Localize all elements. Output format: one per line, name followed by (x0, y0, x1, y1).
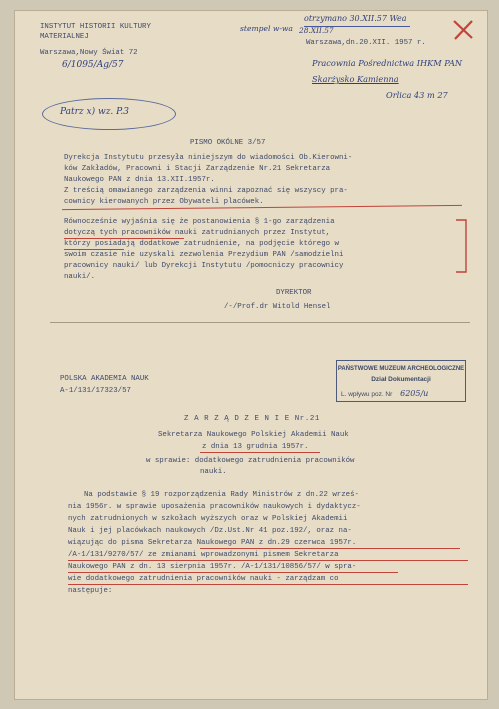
circular-line: nauki/. (64, 273, 96, 281)
order-number: A-1/131/17323/57 (60, 387, 131, 395)
institute-address: Warszawa,Nowy Świat 72 (40, 49, 138, 57)
stamp-line1: PAŃSTWOWE MUZEUM ARCHEOLOGICZNE (337, 366, 465, 372)
order-body-line: następuje: (68, 587, 113, 595)
oval-note-text: Patrz x) wz. P.3 (60, 107, 129, 117)
reference-number: 6/1095/Ag/57 (62, 60, 124, 70)
order-body-line: wie dodatkowego zatrudnienia pracowników nauki - zarządzam co (68, 575, 339, 583)
addressee-line2: Skarżysko Kamienna (312, 74, 399, 84)
stamp-line3: L. wpływu poz. Nr (341, 391, 393, 399)
section-divider (50, 322, 470, 323)
document-page (14, 10, 488, 700)
order-body-line: nia 1956r. w sprawie uposażenia pracowników naukowych i dydaktycz- (68, 503, 361, 511)
place-and-date: Warszawa,dn.20.XII. 1957 r. (306, 39, 426, 47)
signature-role: DYREKTOR (276, 289, 312, 297)
circular-line: Dyrekcja Instytutu przesyła niniejszym do wiadomości Ob.Kierowni- (64, 154, 353, 162)
order-subject-line1: w sprawie: dodatkowego zatrudnienia pracowników (146, 457, 355, 465)
order-body-line: /A-1/131/9270/57/ ze zmianami wprowadzonymi pismem Sekretarza (68, 551, 339, 559)
handwritten-date: 28.XII.57 (299, 26, 334, 35)
order-body-line: Na podstawie § 19 rozporządzenia Rady Ministrów z dn.22 wrześ- (84, 491, 359, 499)
stamp-line2: Dział Dokumentacji (371, 375, 431, 383)
circular-line: cownicy kierowanych przez Obywateli placówek. (64, 198, 264, 206)
circular-line: pracownicy nauki/ lub Dyrekcji Instytutu /pomocniczy pracownicy (64, 262, 344, 270)
institute-name-line2: MATERIALNEJ (40, 33, 89, 41)
circular-line: Naukowego PAN z dnia 13.XII.1957r. (64, 176, 215, 184)
circular-title: PISMO OKÓLNE 3/57 (190, 139, 266, 147)
handwritten-stamp-note: stempel w-wa (240, 24, 293, 33)
order-subject-line2: nauki. (200, 468, 227, 476)
handwritten-received-note: otrzymano 30.XII.57 Wea (304, 14, 407, 23)
order-body-line: nych zatrudnionych w szkołach wyższych oraz w Polskiej Akademii (68, 515, 348, 523)
order-subtitle-line1: Sekretarza Naukowego Polskiej Akademii Nauk (158, 431, 349, 439)
order-body-line: Naukowego PAN z dn. 13 sierpnia 1957r. /A-1/131/10856/57/ w spra- (68, 563, 357, 571)
archive-stamp (336, 360, 466, 402)
circular-line: Z treścią omawianego zarządzenia winni zapoznać się wszyscy pra- (64, 187, 348, 195)
order-title: Z A R Z Ą D Z E N I E Nr.21 (184, 415, 320, 423)
order-organization: POLSKA AKADEMIA NAUK (60, 375, 149, 383)
order-body-line: Nauk i jej placówkach naukowych /Dz.Ust.Nr 41 poz.192/, oraz na- (68, 527, 352, 535)
circular-line: swoim czasie nie uzyskali zezwolenia Prezydium PAN /samodzielni (64, 251, 344, 259)
signature-name: /-/Prof.dr Witold Hensel (224, 303, 331, 311)
institute-name-line1: INSTYTUT HISTORII KULTURY (40, 23, 151, 31)
stamp-handwritten-number: 6205/u (400, 389, 429, 399)
circular-line: dotyczą tych pracowników nauki zatrudnianych przez Instytut, (64, 229, 331, 237)
order-body-line: wiązując do pisma Sekretarza Naukowego PAN z dn.29 czerwca 1957r. (68, 539, 357, 547)
circular-line: Równocześnie wyjaśnia się że postanowienia § 1-go zarządzenia (64, 218, 335, 226)
addressee-line1: Pracownia Pośrednictwa IHKM PAN (312, 58, 463, 68)
circular-line: ków Zakładów, Pracowni i Stacji Zarządzenie Nr.21 Sekretarza (64, 165, 331, 173)
circular-line: którzy posiadają dodatkowe zatrudnienie, na podjęcie którego w (64, 240, 339, 248)
red-margin-bracket-icon (454, 218, 470, 274)
addressee-line3: Orlica 43 m 27 (386, 90, 448, 100)
red-x-mark-icon (451, 18, 475, 42)
order-subtitle-line2: z dnia 13 grudnia 1957r. (202, 443, 309, 451)
